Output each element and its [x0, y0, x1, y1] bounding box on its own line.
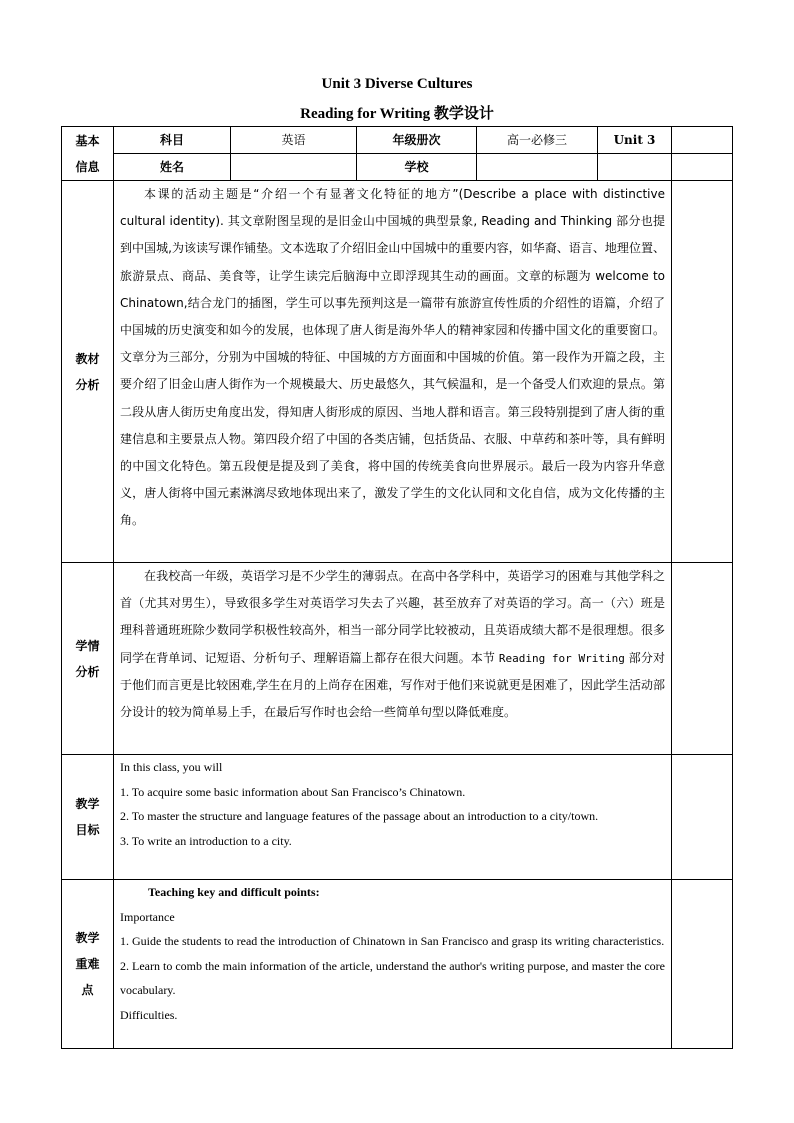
objectives-row — [62, 755, 733, 880]
keypoints-label-line1: 教学 — [75, 931, 100, 945]
keypoints-label-line3: 点 — [81, 983, 94, 997]
material-analysis-label — [62, 181, 114, 563]
keypoints-heading: Teaching key and difficult points: — [148, 885, 320, 899]
student-analysis-label — [62, 563, 114, 755]
student-text-a: 在我校高一年级，英语学习是不少学生的薄弱点。在高中各学科中，英语学习的困难与其他学科之首（尤其对男生），导致很多学生对英语学习失去了兴趣，甚至放弃了对英语的学习。高一（六）班是理科普通班班除少数同学积极性较高外，相当一部分同学比较被动，且英语成绩大都不是很理想。很多同学在背单词、记短语、分析句子、理解语篇上都存在很大问题。本节 — [120, 569, 665, 665]
keypoints-label-line2: 重难 — [75, 957, 100, 971]
empty-cell — [672, 154, 733, 181]
objectives-label-line1: 教学 — [75, 797, 100, 811]
material-paragraph: 本课的活动主题是“介绍一个有显著文化特征的地方”(Describe a place with distinctive cultural identity). 其文章附图呈现的是旧金山中国城的典型景象, Reading and Thinking 部分也提到中国城,为该读写课作铺垫。文本选取了介绍旧金山中国城中的重要内容，如华裔、语言、地理位置、旅游景点、商品、美食等，让学生读完后脑海中立即浮现其生动的画面。文章的标题为 welcome to Chinatown,结合龙门的插图，学生可以事先预判这是一篇带有旅游宣传性质的介绍性的语篇，介绍了中国城的历史演变和如今的发展，也体现了唐人街是海外华人的精神家园和传播中国文化的重要窗口。文章分为三部分，分别为中国城的特征、中国城的方方面面和中国城的价值。第一段作为开篇之段，主要介绍了旧金山唐人街作为一个规模最大、历史最悠久，其气候温和，是一个备受人们欢迎的景点。第二段从唐人街历史角度出发，得知唐人街形成的原因、当地人群和语言。第三段特别提到了唐人街的重建信息和主要景点人物。第四段介绍了中国的各类店铺，包括货品、衣服、中草药和茶叶等，具有鲜明的中国文化特色。第五段便是提及到了美食，将中国的传统美食向世界展示。最后一段为内容升华意义，唐人街将中国元素淋漓尽致地体现出来了，激发了学生的文化认同和文化自信，成为文化传播的主角。 — [120, 187, 665, 528]
lesson-plan-table — [61, 126, 733, 1049]
objectives-label — [62, 755, 114, 880]
importance-label: Importance — [120, 909, 175, 924]
material-label-line2: 分析 — [75, 377, 100, 392]
subject-value: 英语 — [231, 127, 357, 154]
grade-value: 高一必修三 — [477, 127, 598, 154]
objectives-label-line2: 目标 — [75, 823, 100, 837]
basic-info-label-line1: 基本 — [75, 133, 100, 148]
keypoint-item: 2. Learn to comb the main information of the article, understand the author's writing purpose, and master the core vocabulary. — [120, 958, 665, 997]
objective-intro: In this class, you will — [120, 760, 223, 774]
material-label-line1: 教材 — [75, 351, 100, 366]
difficulties-label: Difficulties. — [120, 1007, 178, 1022]
student-text-code: Reading for Writing — [498, 651, 625, 665]
basic-info-label — [62, 127, 114, 181]
empty-cell — [598, 154, 672, 181]
student-analysis-row — [62, 563, 733, 755]
empty-cell — [672, 181, 733, 563]
student-paragraph — [120, 563, 665, 726]
document-title: Unit 3 Diverse Cultures — [321, 76, 473, 92]
school-value — [477, 154, 598, 181]
objective-item: 2. To master the structure and language features of the passage about an introduction to a city/town. — [120, 809, 599, 823]
school-label: 学校 — [357, 154, 477, 181]
objective-item: 3. To write an introduction to a city. — [120, 833, 292, 848]
keypoints-row — [62, 880, 733, 1049]
empty-cell — [672, 127, 733, 154]
basic-info-row-2 — [62, 154, 733, 181]
name-value — [231, 154, 357, 181]
unit-value: Unit 3 — [598, 127, 672, 154]
objectives-text — [114, 755, 672, 880]
subject-label: 科目 — [114, 127, 231, 154]
name-label: 姓名 — [114, 154, 231, 181]
material-analysis-row — [62, 181, 733, 563]
students-label-line2: 分析 — [75, 664, 100, 679]
keypoints-label — [62, 880, 114, 1049]
basic-info-row-1 — [62, 127, 733, 154]
document-subtitle: Reading for Writing 教学设计 — [300, 106, 494, 122]
empty-cell — [672, 563, 733, 755]
grade-label: 年级册次 — [357, 127, 477, 154]
student-analysis-text — [114, 563, 672, 755]
material-analysis-text — [114, 181, 672, 563]
empty-cell — [672, 880, 733, 1049]
keypoints-text — [114, 880, 672, 1049]
empty-cell — [672, 755, 733, 880]
student-text-b: 部分对于他们而言更是比较困难,学生在月的上尚存在困难，写作对于他们来说就更是困难了，因此学生活动部分设计的较为简单易上手，在最后写作时也会给一些简单句型以降低难度。 — [120, 650, 665, 720]
basic-info-label-line2: 信息 — [75, 159, 100, 174]
keypoint-item: 1. Guide the students to read the introduction of Chinatown in San Francisco and grasp its writing characteristics. — [120, 934, 665, 948]
objective-item: 1. To acquire some basic information about San Francisco’s Chinatown. — [120, 784, 466, 799]
students-label-line1: 学情 — [75, 638, 100, 653]
